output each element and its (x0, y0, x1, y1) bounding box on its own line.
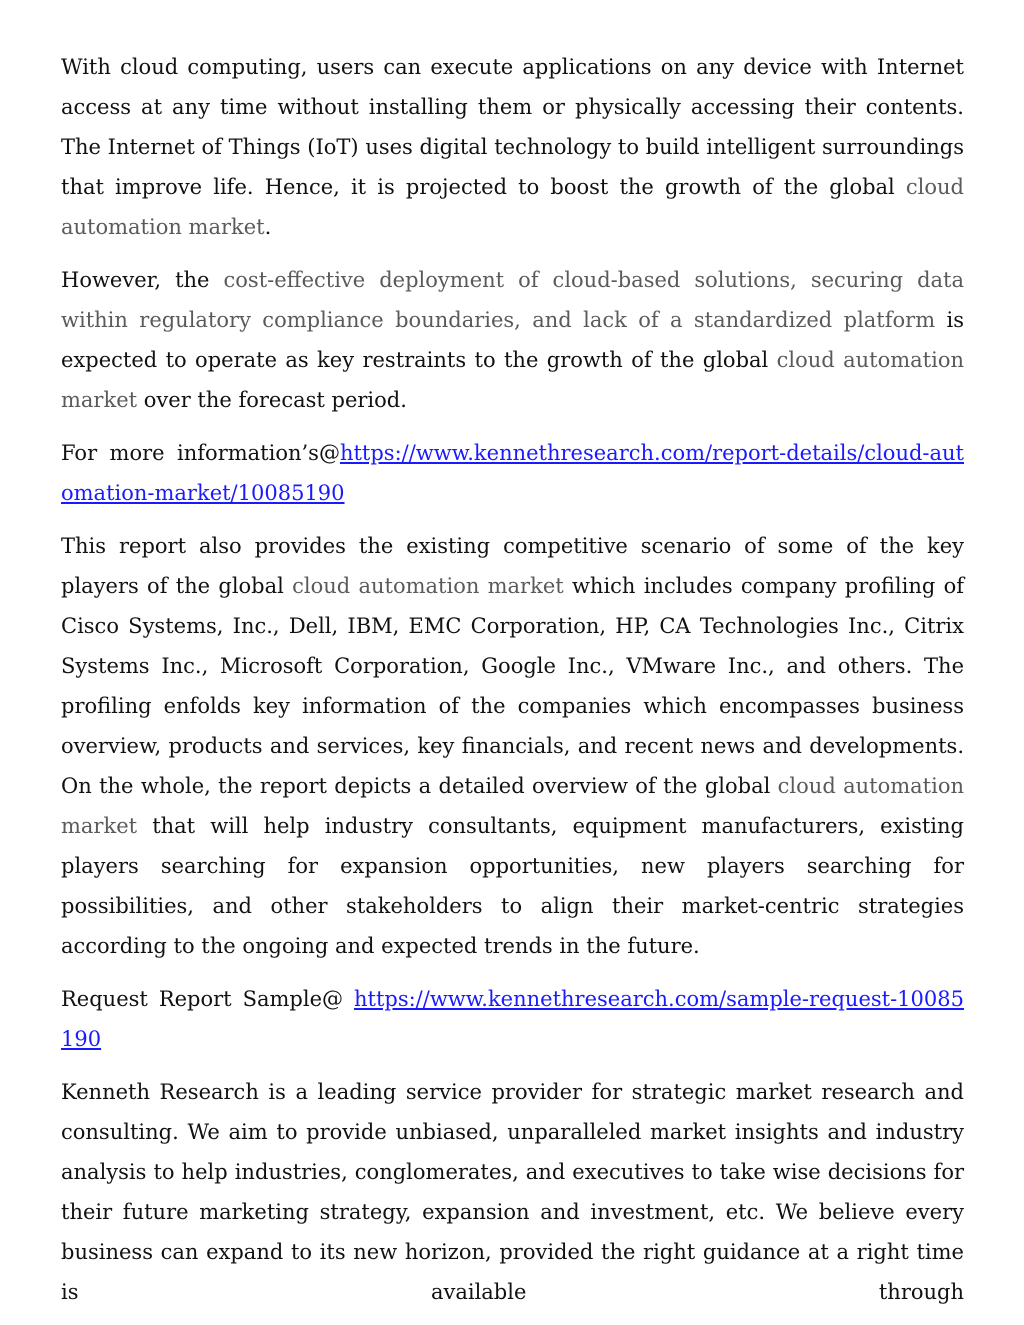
highlight-phrase: cloud automation market (292, 574, 564, 598)
document-page (61, 47, 964, 1325)
paragraph-text-end: over the forecast period. (137, 388, 407, 412)
paragraph-more-information (61, 433, 964, 513)
more-information-label: For more information’s@ (61, 441, 340, 465)
request-sample-label: Request Report Sample@ (61, 987, 354, 1011)
paragraph-request-sample (61, 979, 964, 1059)
highlight-phrase: cost-effective deployment of cloud-based solutions, securing data within regulatory compliance boundaries, and lack of a standardized platform (61, 268, 964, 332)
paragraph-key-players (61, 526, 964, 966)
paragraph-text-middle: is expected to operate as key restraints to the growth of the global (61, 308, 964, 372)
paragraph-text-end: . (264, 215, 272, 239)
paragraph-text: However, the (61, 268, 224, 292)
highlight-phrase: cloud automation market (61, 774, 964, 838)
paragraph-text: With cloud computing, users can execute applications on any device with Internet access at any time without installing them or physically accessing their contents. The Internet of Things (IoT) uses digital technology to build intelligent surroundings that improve life. Hence, it is projected to boost the growth of the global (61, 55, 964, 199)
paragraph-about-kenneth-research (61, 1072, 964, 1312)
paragraph-restraints (61, 260, 964, 420)
sample-request-link[interactable]: https://www.kennethresearch.com/sample-request-10085190 (61, 987, 964, 1051)
paragraph-text-end: that will help industry consultants, equipment manufacturers, existing players searching for expansion opportunities, new players searching for possibilities, and other stakeholders to align their market-centric strategies according to the ongoing and expected trends in the future. (61, 814, 964, 958)
paragraph-text-middle: which includes company profiling of Cisco Systems, Inc., Dell, IBM, EMC Corporation, HP, CA Technologies Inc., Citrix Systems Inc., Microsoft Corporation, Google Inc., VMware Inc., and others. The profiling enfolds key information of the companies which encompasses business overview, products and services, key financials, and recent news and developments. On the whole, the report depicts a detailed overview of the global (61, 574, 964, 798)
highlight-phrase: cloud automation market (61, 348, 964, 412)
highlight-phrase: cloud automation market (61, 175, 964, 239)
paragraph-text: Kenneth Research is a leading service provider for strategic market research and consulting. We aim to provide unbiased, unparalleled market insights and industry analysis to help industries, conglomerates, and executives to take wise decisions for their future marketing strategy, expansion and investment, etc. We believe every business can expand to its new horizon, provided the right guidance at a right time is available through (61, 1080, 964, 1304)
paragraph-cloud-iot (61, 47, 964, 247)
paragraph-text: This report also provides the existing competitive scenario of some of the key players of the global (61, 534, 964, 598)
report-details-link[interactable]: https://www.kennethresearch.com/report-details/cloud-automation-market/10085190 (61, 441, 964, 505)
